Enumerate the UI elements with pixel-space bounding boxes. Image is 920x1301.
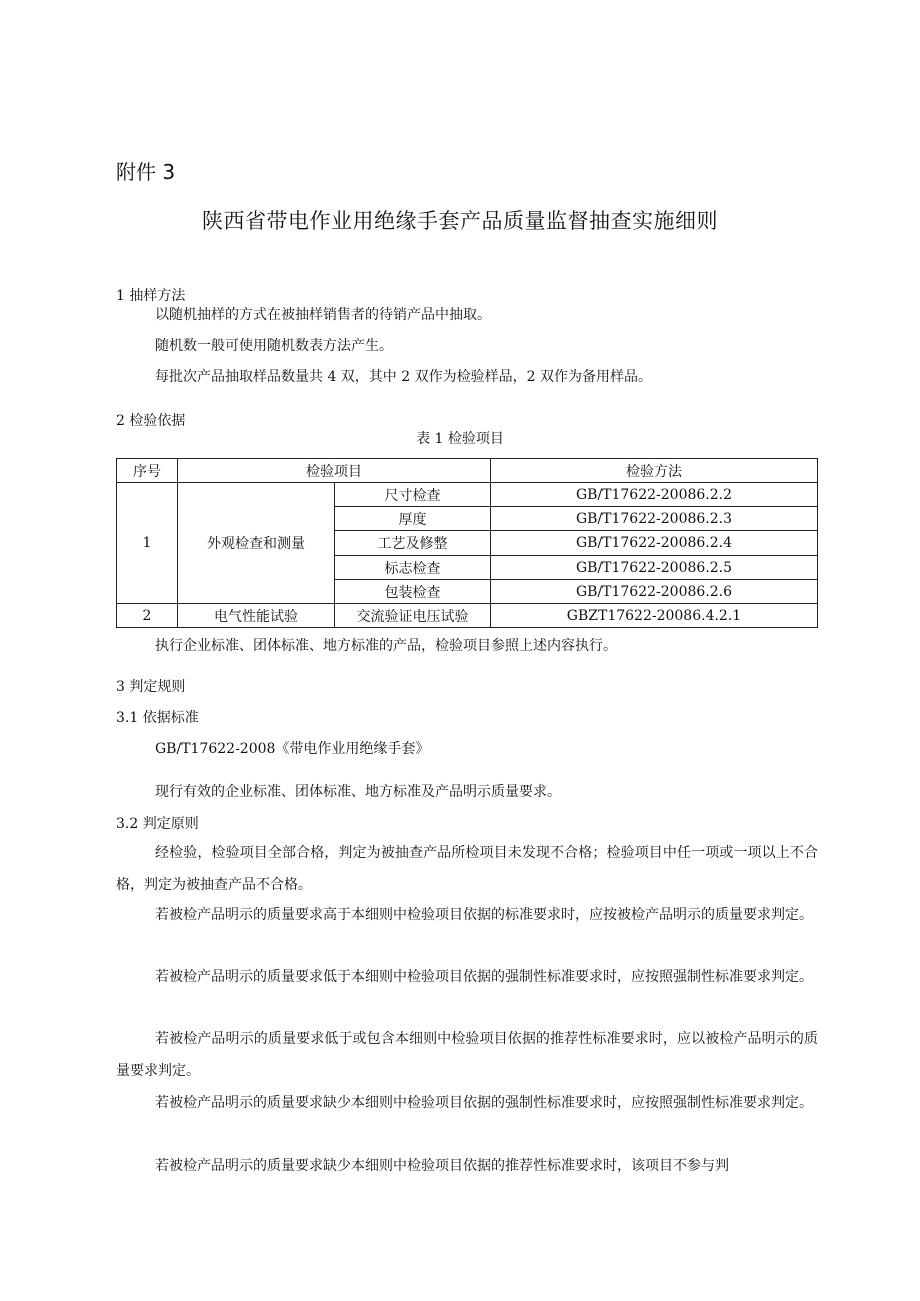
section2-heading: 2 检验依据 [116, 413, 186, 429]
row-method: GBZT17622-20086.4.2.1 [491, 604, 818, 628]
header-no: 序号 [117, 459, 178, 483]
header-method: 检验方法 [491, 459, 818, 483]
table-header-row [117, 459, 818, 483]
row-category: 外观检查和测量 [178, 483, 335, 604]
row-item: 包装检查 [335, 580, 491, 604]
section3-1-heading: 3.1 依据标准 [116, 710, 199, 726]
document-title: 陕西省带电作业用绝缘手套产品质量监督抽查实施细则 [202, 209, 718, 233]
row-no: 1 [117, 483, 178, 604]
judgement-paragraph-2: 若被检产品明示的质量要求高于本细则中检验项目依据的标准要求时，应按被检产品明示的质量要求判定。 [155, 907, 813, 923]
row-method: GB/T17622-20086.2.5 [491, 556, 818, 580]
judgement-paragraph-3: 若被检产品明示的质量要求低于本细则中检验项目依据的强制性标准要求时，应按照强制性标准要求判定。 [155, 969, 813, 985]
row-method: GB/T17622-20086.2.6 [491, 580, 818, 604]
header-item: 检验项目 [178, 459, 491, 483]
row-item: 交流验证电压试验 [335, 604, 491, 628]
row-item: 尺寸检查 [335, 483, 491, 507]
judgement-paragraph-1: 经检验，检验项目全部合格，判定为被抽查产品所检项目未发现不合格；检验项目中任一项或一项以上不合格，判定为被抽查产品不合格。 [116, 845, 818, 893]
inspection-items-table [116, 458, 818, 628]
section1-heading: 1 抽样方法 [116, 288, 186, 304]
table-note: 执行企业标准、团体标准、地方标准的产品，检验项目参照上述内容执行。 [155, 638, 617, 654]
judgement-paragraph-6: 若被检产品明示的质量要求缺少本细则中检验项目依据的推荐性标准要求时，该项目不参与判 [155, 1158, 729, 1174]
annex-label: 附件 3 [116, 160, 176, 184]
row-item: 工艺及修整 [335, 531, 491, 556]
judgement-paragraph-5: 若被检产品明示的质量要求缺少本细则中检验项目依据的强制性标准要求时，应按照强制性标准要求判定。 [155, 1095, 813, 1111]
standard-reference: GB/T17622-2008《带电作业用绝缘手套》 [155, 741, 430, 757]
section1-line-2: 随机数一般可使用随机数表方法产生。 [155, 338, 393, 354]
section1-line-1: 以随机抽样的方式在被抽样销售者的待销产品中抽取。 [155, 307, 491, 323]
row-method: GB/T17622-20086.2.4 [491, 531, 818, 556]
row-item: 厚度 [335, 507, 491, 531]
table-caption: 表 1 检验项目 [416, 431, 504, 447]
section1-line-3: 每批次产品抽取样品数量共 4 双，其中 2 双作为检验样品，2 双作为备用样品。 [155, 369, 652, 385]
section3-2-heading: 3.2 判定原则 [116, 816, 199, 832]
table-row [117, 483, 818, 507]
row-no: 2 [117, 604, 178, 628]
section3-heading: 3 判定规则 [116, 679, 186, 695]
standard-other: 现行有效的企业标准、团体标准、地方标准及产品明示质量要求。 [155, 784, 561, 800]
judgement-paragraph-4: 若被检产品明示的质量要求低于或包含本细则中检验项目依据的推荐性标准要求时，应以被检产品明示的质量要求判定。 [116, 1031, 818, 1079]
row-category: 电气性能试验 [178, 604, 335, 628]
table-row [117, 604, 818, 628]
row-method: GB/T17622-20086.2.3 [491, 507, 818, 531]
row-method: GB/T17622-20086.2.2 [491, 483, 818, 507]
row-item: 标志检查 [335, 556, 491, 580]
